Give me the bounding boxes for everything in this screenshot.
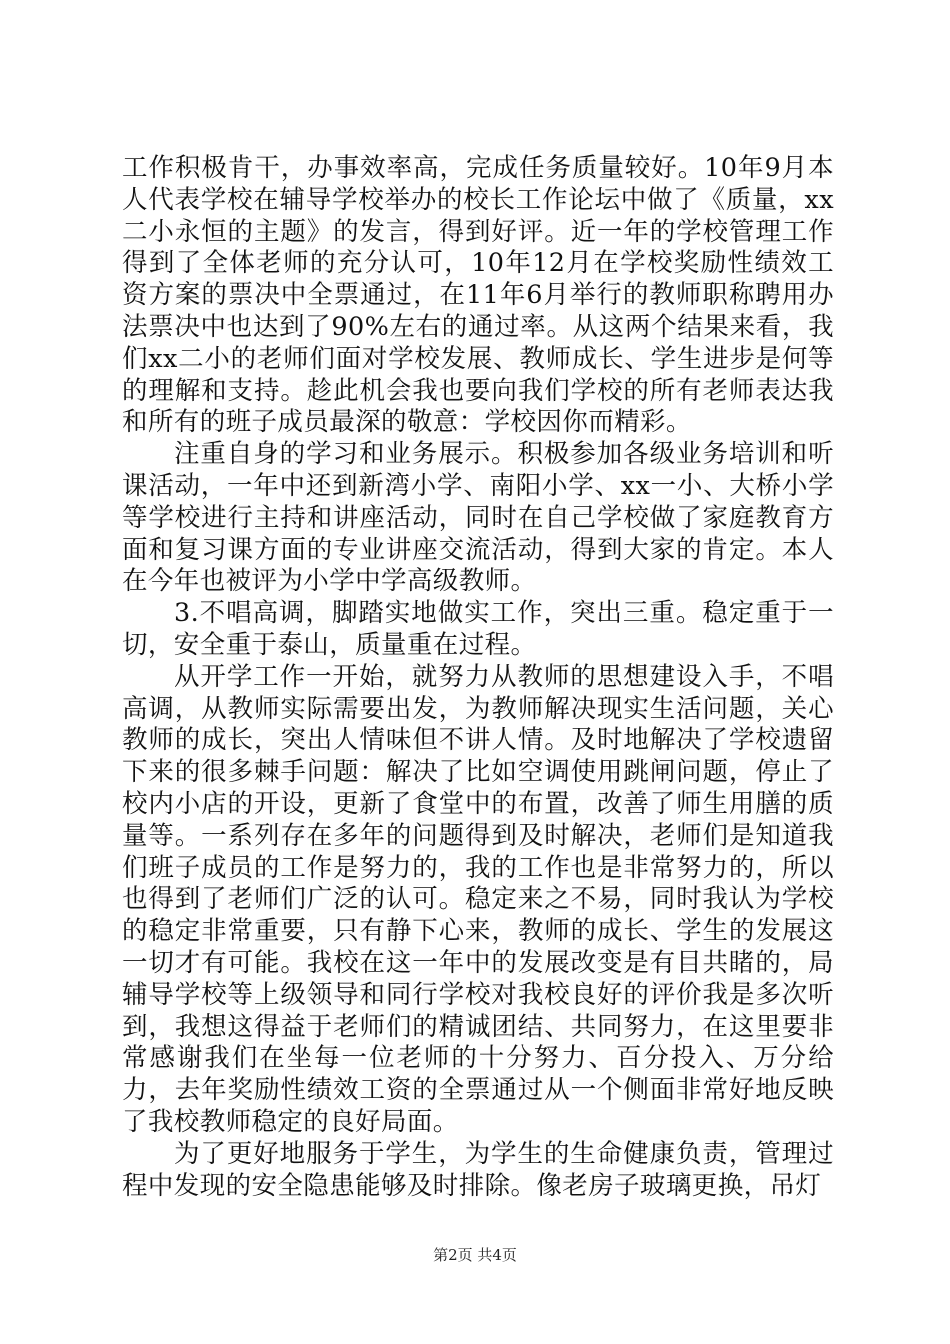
paragraph-safety: 为了更好地服务于学生，为学生的生命健康负责，管理过程中发现的安全隐患能够及时排除。像老房子玻璃更换，吊灯: [122, 1138, 834, 1201]
body-text: [122, 153, 834, 1202]
paragraph-self-study: 注重自身的学习和业务展示。积极参加各级业务培训和听课活动，一年中还到新湾小学、南阳小学、xx一小、大桥小学等学校进行主持和讲座活动，同时在自己学校做了家庭教育方面和复习课方面的专业讲座交流活动，得到大家的肯定。本人在今年也被评为小学中学高级教师。: [122, 439, 834, 597]
page-footer: [0, 1245, 950, 1265]
paragraph-stability: 从开学工作一开始，就努力从教师的思想建设入手，不唱高调，从教师实际需要出发，为教师解决现实生活问题，关心教师的成长，突出人情味但不讲人情。及时地解决了学校遗留下来的很多棘手问题：解决了比如空调使用跳闸问题，停止了校内小店的开设，更新了食堂中的布置，改善了师生用膳的质量等。一系列存在多年的问题得到及时解决，老师们是知道我们班子成员的工作是努力的，我的工作也是非常努力的，所以也得到了老师们广泛的认可。稳定来之不易，同时我认为学校的稳定非常重要，只有静下心来，教师的成长、学生的发展这一切才有可能。我校在这一年中的发展改变是有目共睹的，局辅导学校等上级领导和同行学校对我校良好的评价我是多次听到，我想这得益于老师们的精诚团结、共同努力，在这里要非常感谢我们在坐每一位老师的十分努力、百分投入、万分给力，去年奖励性绩效工资的全票通过从一个侧面非常好地反映了我校教师稳定的良好局面。: [122, 661, 834, 1137]
paragraph-achievements: 工作积极肯干，办事效率高，完成任务质量较好。10年9月本人代表学校在辅导学校举办的校长工作论坛中做了《质量，xx二小永恒的主题》的发言，得到好评。近一年的学校管理工作得到了全体老师的充分认可，10年12月在学校奖励性绩效工资方案的票决中全票通过，在11年6月举行的教师职称聘用办法票决中也达到了90%左右的通过率。从这两个结果来看，我们xx二小的老师们面对学校发展、教师成长、学生进步是何等的理解和支持。趁此机会我也要向我们学校的所有老师表达我和所有的班子成员最深的敬意：学校因你而精彩。: [122, 153, 834, 438]
page-number-label: 第2页 共4页: [433, 1246, 517, 1264]
paragraph-section-3-heading: 3.不唱高调，脚踏实地做实工作，突出三重。稳定重于一切，安全重于泰山，质量重在过程。: [122, 598, 834, 660]
